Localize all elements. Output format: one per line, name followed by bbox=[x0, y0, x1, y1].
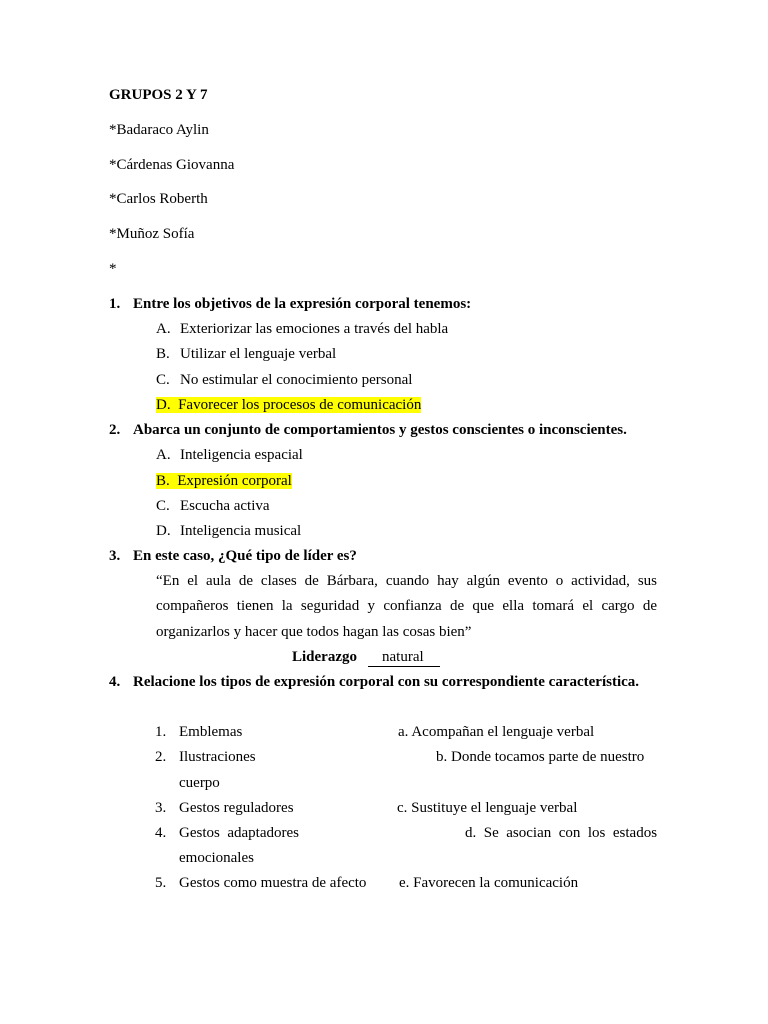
item-left-continuation: emocionales bbox=[179, 850, 254, 866]
item-number: 5. bbox=[155, 875, 167, 891]
item-left: Emblemas bbox=[179, 724, 243, 740]
option-text: Utilizar el lenguaje verbal bbox=[180, 346, 337, 362]
option-letter: C. bbox=[156, 498, 170, 514]
option-letter: A. bbox=[156, 447, 171, 463]
item-left: Gestos adaptadores bbox=[179, 825, 299, 841]
item-number: 1. bbox=[155, 724, 167, 740]
option-letter: B. bbox=[156, 346, 170, 362]
option-text: Expresión corporal bbox=[177, 473, 292, 489]
highlighted-answer bbox=[156, 472, 292, 490]
item-right: b. Donde tocamos parte de nuestro bbox=[436, 749, 645, 765]
option-text: Inteligencia musical bbox=[180, 523, 302, 539]
member-name: *Cárdenas Giovanna bbox=[109, 157, 235, 173]
question-text: En este caso, ¿Qué tipo de líder es? bbox=[133, 548, 357, 564]
option-text: Exteriorizar las emociones a través del habla bbox=[180, 321, 449, 337]
item-right: a. Acompañan el lenguaje verbal bbox=[398, 724, 595, 740]
item-left: Gestos reguladores bbox=[179, 800, 294, 816]
quote-line: compañeros tienen la seguridad y confianza de que ella tomará el cargo de bbox=[156, 598, 657, 614]
answer-blank bbox=[368, 648, 440, 667]
option-text: Favorecer los procesos de comunicación bbox=[178, 397, 422, 413]
member-name: *Carlos Roberth bbox=[109, 191, 208, 207]
option-text: Escucha activa bbox=[180, 498, 270, 514]
option-text: Inteligencia espacial bbox=[180, 447, 303, 463]
quote-line: “En el aula de clases de Bárbara, cuando hay algún evento o actividad, sus bbox=[156, 573, 657, 589]
highlighted-answer bbox=[156, 396, 421, 414]
answer-value: natural bbox=[368, 648, 440, 667]
question-number: 3. bbox=[109, 548, 121, 564]
option-letter: D. bbox=[156, 523, 171, 539]
item-left: Ilustraciones bbox=[179, 749, 256, 765]
option-letter: A. bbox=[156, 321, 171, 337]
question-text: Relacione los tipos de expresión corporal con su correspondiente característica. bbox=[133, 674, 640, 690]
quote-line: organizarlos y hacer que todos hagan las cosas bien” bbox=[156, 624, 472, 640]
question-text: Entre los objetivos de la expresión corporal tenemos: bbox=[133, 296, 472, 312]
item-number: 3. bbox=[155, 800, 167, 816]
option-text: No estimular el conocimiento personal bbox=[180, 372, 413, 388]
item-right: e. Favorecen la comunicación bbox=[399, 875, 579, 891]
member-name: * bbox=[109, 261, 117, 277]
document-title: GRUPOS 2 Y 7 bbox=[109, 87, 208, 103]
question-number: 4. bbox=[109, 674, 121, 690]
question-number: 2. bbox=[109, 422, 121, 438]
item-number: 4. bbox=[155, 825, 167, 841]
option-letter: C. bbox=[156, 372, 170, 388]
item-left: Gestos como muestra de afecto bbox=[179, 875, 367, 891]
question-number: 1. bbox=[109, 296, 121, 312]
item-left-continuation: cuerpo bbox=[179, 775, 220, 791]
answer-label: Liderazgo bbox=[292, 649, 357, 665]
option-letter: D. bbox=[156, 397, 171, 413]
item-number: 2. bbox=[155, 749, 167, 765]
item-right: c. Sustituye el lenguaje verbal bbox=[397, 800, 578, 816]
item-right: d. Se asocian con los estados bbox=[465, 825, 658, 841]
member-name: *Muñoz Sofía bbox=[109, 226, 195, 242]
member-name: *Badaraco Aylin bbox=[109, 122, 209, 138]
question-text: Abarca un conjunto de comportamientos y gestos conscientes o inconscientes. bbox=[133, 422, 627, 438]
option-letter: B. bbox=[156, 473, 170, 489]
